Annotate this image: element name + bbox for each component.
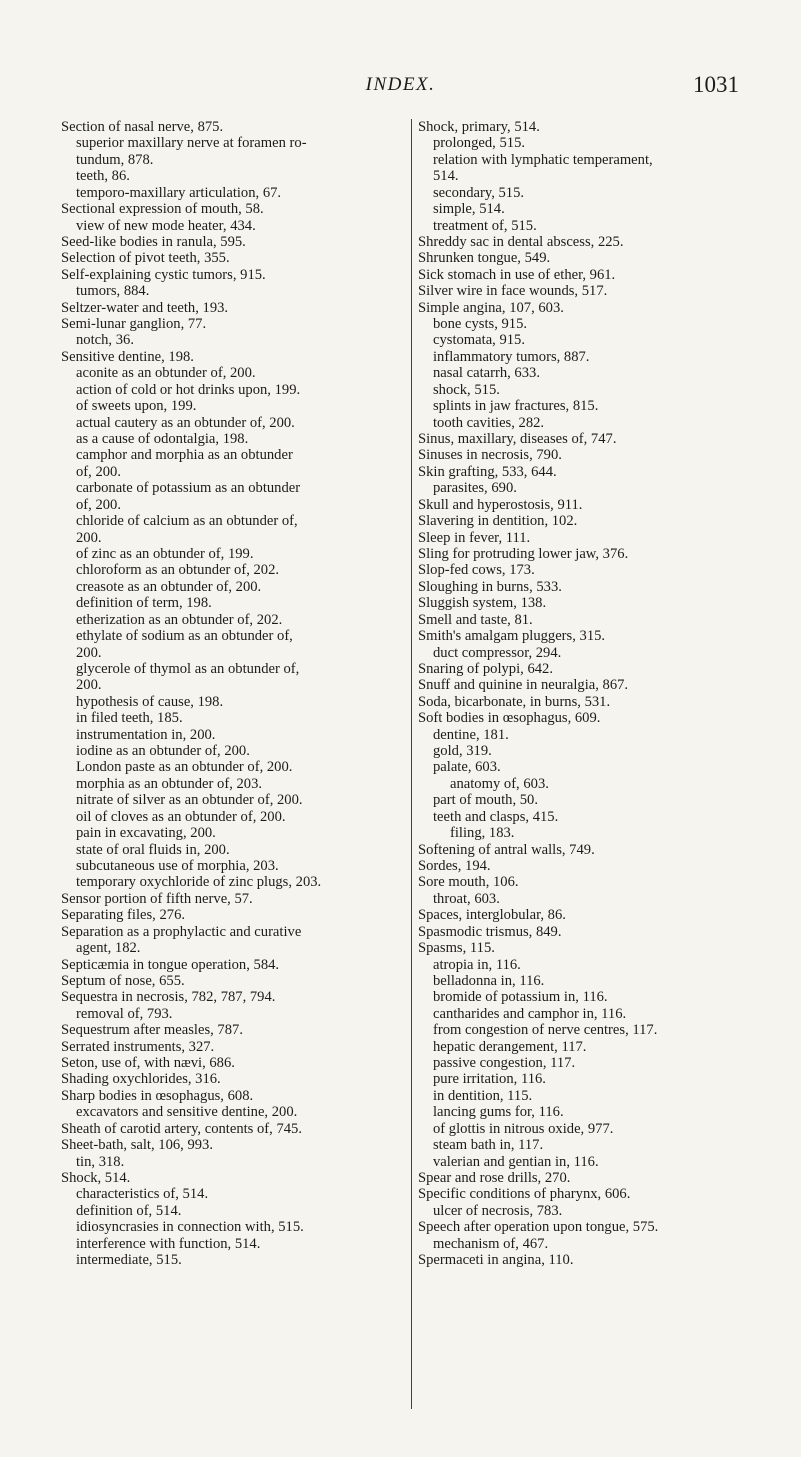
index-entry: Semi-lunar ganglion, 77. — [61, 316, 207, 333]
index-subentry: idiosyncrasies in connection with, 515. — [76, 1219, 304, 1236]
index-subentry: iodine as an obtunder of, 200. — [76, 743, 250, 760]
index-subentry: chloroform as an obtunder of, 202. — [76, 562, 280, 579]
index-subentry: aconite as an obtunder of, 200. — [76, 365, 256, 382]
index-subentry: throat, 603. — [433, 890, 500, 907]
index-entry: Soft bodies in œsophagus, 609. — [418, 710, 601, 727]
index-subentry: simple, 514. — [433, 201, 505, 218]
index-subentry: definition of, 514. — [76, 1202, 182, 1219]
index-subentry: valerian and gentian in, 116. — [433, 1153, 599, 1170]
index-subentry: ulcer of necrosis, 783. — [433, 1202, 563, 1219]
index-entry: Self-explaining cystic tumors, 915. — [61, 266, 266, 283]
index-subentry: steam bath in, 117. — [433, 1137, 544, 1154]
index-entry: Sheet-bath, salt, 106, 993. — [61, 1137, 213, 1154]
index-entry: Sequestrum after measles, 787. — [61, 1022, 243, 1039]
index-entry: Skull and hyperostosis, 911. — [418, 496, 583, 513]
index-subentry: notch, 36. — [76, 332, 134, 349]
index-subentry: as a cause of odontalgia, 198. — [76, 431, 249, 448]
index-subentry: removal of, 793. — [76, 1005, 173, 1022]
index-entry: Sectional expression of mouth, 58. — [61, 201, 264, 218]
index-subentry: bone cysts, 915. — [433, 316, 528, 333]
index-subentry: definition of term, 198. — [76, 595, 212, 612]
index-entry: Sluggish system, 138. — [418, 595, 547, 612]
index-entry: Septum of nose, 655. — [61, 972, 185, 989]
index-subentry: ethylate of sodium as an obtunder of, — [76, 628, 293, 645]
index-subentry: oil of cloves as an obtunder of, 200. — [76, 808, 286, 825]
index-subentry: prolonged, 515. — [433, 135, 526, 152]
index-entry: Sick stomach in use of ether, 961. — [418, 266, 616, 283]
index-subentry: of zinc as an obtunder of, 199. — [76, 545, 254, 562]
index-subentry: characteristics of, 514. — [76, 1186, 209, 1203]
index-subentry: dentine, 181. — [433, 726, 509, 743]
index-subentry: part of mouth, 50. — [433, 792, 538, 809]
index-subentry: creasote as an obtunder of, 200. — [76, 578, 262, 595]
index-subentry: mechanism of, 467. — [433, 1235, 549, 1252]
index-entry: Sloughing in burns, 533. — [418, 578, 562, 595]
index-entry: Slavering in dentition, 102. — [418, 513, 578, 530]
index-subentry: inflammatory tumors, 887. — [433, 348, 590, 365]
index-subentry: in filed teeth, 185. — [76, 710, 183, 727]
index-subentry: gold, 319. — [433, 743, 492, 760]
running-title: INDEX. — [365, 74, 436, 95]
index-subentry: parasites, 690. — [433, 480, 517, 497]
index-subentry: of, 200. — [76, 496, 121, 513]
index-subentry: of sweets upon, 199. — [76, 398, 197, 415]
index-subentry: pure irritation, 116. — [433, 1071, 546, 1088]
index-subentry: tooth cavities, 282. — [433, 414, 545, 431]
index-entry: Sinus, maxillary, diseases of, 747. — [418, 431, 617, 448]
index-subentry: palate, 603. — [433, 759, 501, 776]
index-entry: Section of nasal nerve, 875. — [61, 119, 224, 135]
index-entry: Skin grafting, 533, 644. — [418, 463, 557, 480]
index-entry: Snuff and quinine in neuralgia, 867. — [418, 677, 629, 694]
index-entry: Silver wire in face wounds, 517. — [418, 283, 608, 300]
index-subentry: shock, 515. — [433, 381, 500, 398]
index-subentry: passive congestion, 117. — [433, 1055, 576, 1072]
index-entry: Spear and rose drills, 270. — [418, 1170, 571, 1186]
index-subentry: glycerole of thymol as an obtunder of, — [76, 660, 300, 677]
index-subentry: 200. — [76, 529, 102, 546]
index-subentry: instrumentation in, 200. — [76, 726, 216, 743]
index-entry: Sleep in fever, 111. — [418, 529, 531, 546]
index-entry: Smell and taste, 81. — [418, 611, 533, 628]
index-entry: Simple angina, 107, 603. — [418, 299, 564, 316]
index-subentry: temporary oxychloride of zinc plugs, 203. — [76, 874, 322, 891]
index-subentry: agent, 182. — [76, 940, 141, 957]
index-subentry: lancing gums for, 116. — [433, 1104, 564, 1121]
index-subentry: actual cautery as an obtunder of, 200. — [76, 414, 295, 431]
index-subentry: temporo-maxillary articulation, 67. — [76, 184, 282, 201]
index-column-right — [418, 119, 763, 1269]
index-entry: Spermaceti in angina, 110. — [418, 1252, 574, 1269]
index-subentry: superior maxillary nerve at foramen ro- — [76, 135, 307, 152]
index-subentry: relation with lymphatic temperament, — [433, 151, 653, 168]
index-entry: Sordes, 194. — [418, 857, 491, 874]
index-subentry: excavators and sensitive dentine, 200. — [76, 1104, 298, 1121]
index-entry: Seltzer-water and teeth, 193. — [61, 299, 229, 316]
index-entry: Selection of pivot teeth, 355. — [61, 250, 230, 267]
index-subentry: 514. — [433, 168, 459, 185]
index-subentry: morphia as an obtunder of, 203. — [76, 775, 263, 792]
index-entry: Septicæmia in tongue operation, 584. — [61, 956, 280, 973]
index-entry: Sheath of carotid artery, contents of, 745. — [61, 1120, 302, 1137]
index-subentry: anatomy of, 603. — [450, 775, 549, 792]
index-subentry: teeth, 86. — [76, 168, 130, 185]
index-entry: Shrunken tongue, 549. — [418, 250, 551, 267]
index-subentry: chloride of calcium as an obtunder of, — [76, 513, 298, 530]
index-entry: Sensitive dentine, 198. — [61, 348, 194, 365]
index-subentry: 200. — [76, 644, 102, 661]
column-divider — [411, 119, 412, 1409]
index-entry: Sling for protruding lower jaw, 376. — [418, 545, 629, 562]
index-subentry: action of cold or hot drinks upon, 199. — [76, 381, 301, 398]
index-subentry: cystomata, 915. — [433, 332, 526, 349]
index-entry: Separating files, 276. — [61, 907, 186, 924]
page-number: 1031 — [693, 72, 739, 97]
index-entry: Snaring of polypi, 642. — [418, 660, 553, 677]
index-subentry: of, 200. — [76, 463, 121, 480]
index-entry: Shock, 514. — [61, 1170, 131, 1186]
index-subentry: hypothesis of cause, 198. — [76, 693, 224, 710]
index-subentry: pain in excavating, 200. — [76, 825, 216, 842]
index-entry: Spasmodic trismus, 849. — [418, 923, 562, 940]
index-entry: Sensor portion of fifth nerve, 57. — [61, 890, 253, 907]
index-subentry: subcutaneous use of morphia, 203. — [76, 857, 279, 874]
index-entry: Shock, primary, 514. — [418, 119, 540, 135]
index-subentry: intermediate, 515. — [76, 1252, 182, 1269]
index-entry: Specific conditions of pharynx, 606. — [418, 1186, 631, 1203]
index-entry: Shading oxychlorides, 316. — [61, 1071, 221, 1088]
index-entry: Seton, use of, with nævi, 686. — [61, 1055, 235, 1072]
index-entry: Seed-like bodies in ranula, 595. — [61, 233, 246, 250]
index-entry: Soda, bicarbonate, in burns, 531. — [418, 693, 611, 710]
index-subentry: view of new mode heater, 434. — [76, 217, 256, 234]
index-subentry: cantharides and camphor in, 116. — [433, 1005, 627, 1022]
index-entry: Softening of antral walls, 749. — [418, 841, 595, 858]
index-subentry: etherization as an obtunder of, 202. — [76, 611, 283, 628]
index-entry: Separation as a prophylactic and curative — [61, 923, 302, 940]
index-subentry: filing, 183. — [450, 825, 515, 842]
index-subentry: atropia in, 116. — [433, 956, 521, 973]
index-entry: Sharp bodies in œsophagus, 608. — [61, 1087, 254, 1104]
index-subentry: treatment of, 515. — [433, 217, 537, 234]
index-entry: Sequestra in necrosis, 782, 787, 794. — [61, 989, 276, 1006]
index-subentry: secondary, 515. — [433, 184, 525, 201]
index-subentry: 200. — [76, 677, 102, 694]
index-entry: Speech after operation upon tongue, 575. — [418, 1219, 659, 1236]
index-entry: Spaces, interglobular, 86. — [418, 907, 566, 924]
index-subentry: teeth and clasps, 415. — [433, 808, 559, 825]
index-subentry: belladonna in, 116. — [433, 972, 545, 989]
index-subentry: state of oral fluids in, 200. — [76, 841, 230, 858]
index-subentry: tin, 318. — [76, 1153, 125, 1170]
index-subentry: from congestion of nerve centres, 117. — [433, 1022, 658, 1039]
index-subentry: in dentition, 115. — [433, 1087, 533, 1104]
index-subentry: nasal catarrh, 633. — [433, 365, 540, 382]
index-entry: Shreddy sac in dental abscess, 225. — [418, 233, 624, 250]
page-header — [0, 74, 801, 106]
index-subentry: bromide of potassium in, 116. — [433, 989, 608, 1006]
index-subentry: tundum, 878. — [76, 151, 154, 168]
index-entry: Slop-fed cows, 173. — [418, 562, 535, 579]
index-column-left — [61, 119, 406, 1269]
index-subentry: splints in jaw fractures, 815. — [433, 398, 599, 415]
index-subentry: of glottis in nitrous oxide, 977. — [433, 1120, 614, 1137]
index-subentry: interference with function, 514. — [76, 1235, 261, 1252]
index-subentry: tumors, 884. — [76, 283, 150, 300]
index-subentry: nitrate of silver as an obtunder of, 200. — [76, 792, 303, 809]
index-entry: Smith's amalgam pluggers, 315. — [418, 628, 606, 645]
index-entry: Sore mouth, 106. — [418, 874, 519, 891]
index-subentry: London paste as an obtunder of, 200. — [76, 759, 293, 776]
index-subentry: duct compressor, 294. — [433, 644, 562, 661]
index-entry: Serrated instruments, 327. — [61, 1038, 215, 1055]
index-subentry: camphor and morphia as an obtunder — [76, 447, 293, 464]
index-subentry: hepatic derangement, 117. — [433, 1038, 587, 1055]
index-entry: Spasms, 115. — [418, 940, 495, 957]
index-entry: Sinuses in necrosis, 790. — [418, 447, 562, 464]
index-subentry: carbonate of potassium as an obtunder — [76, 480, 301, 497]
